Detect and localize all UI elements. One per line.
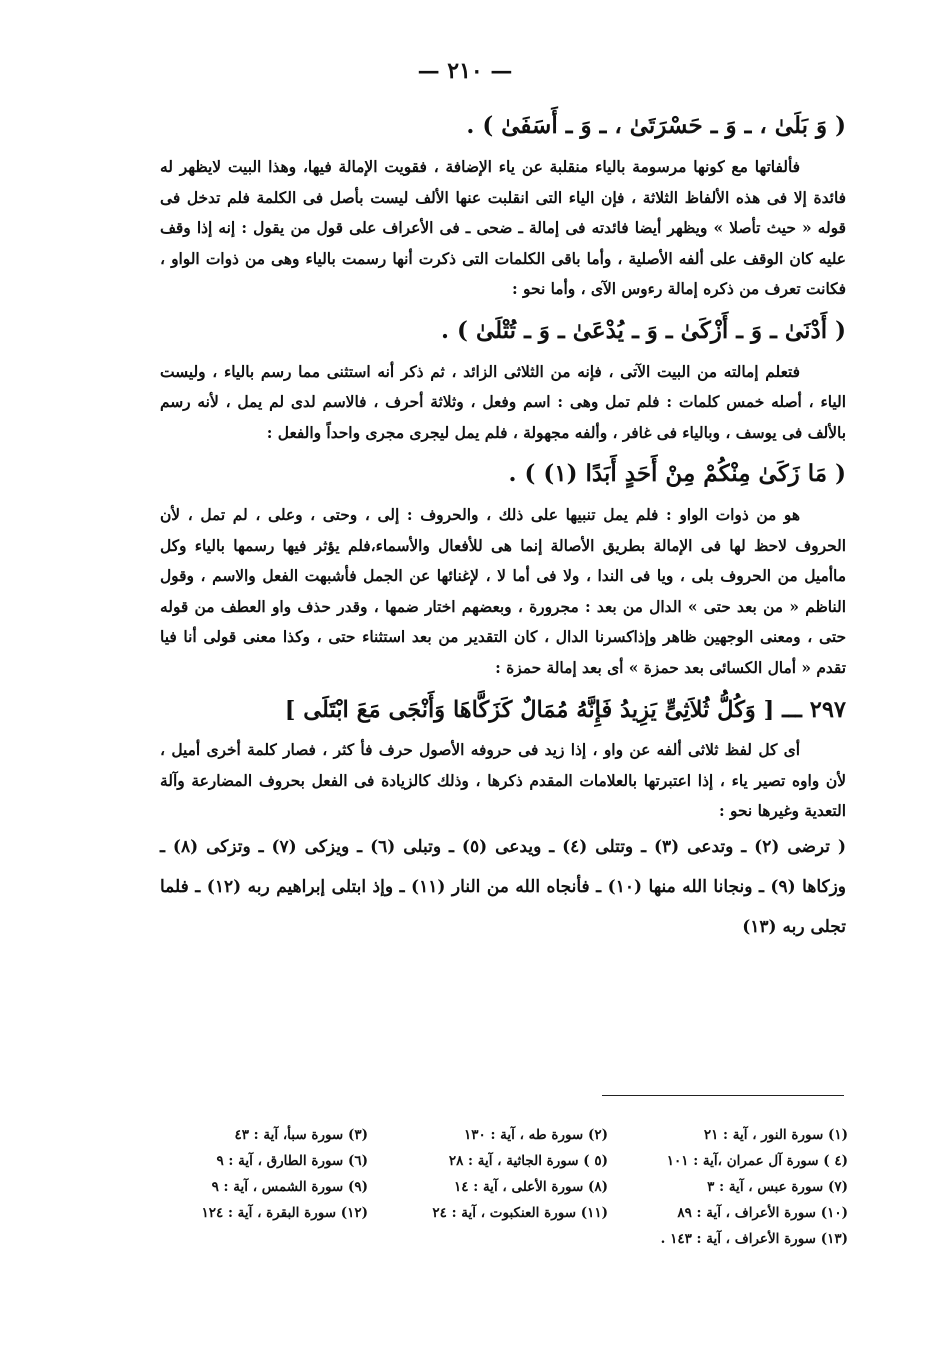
footnote: (٥ ) سورة الجاثية ، آية : ٢٨ bbox=[448, 1153, 608, 1169]
poem-number: ٢٩٧ bbox=[809, 697, 846, 723]
footnote-row bbox=[128, 1226, 848, 1252]
poem-line bbox=[160, 687, 846, 733]
footnote: (٤ ) سورة آل عمران ،آية : ١٠١ bbox=[666, 1153, 848, 1169]
footnote-row bbox=[128, 1200, 848, 1226]
footnote-row bbox=[128, 1148, 848, 1174]
footnote-row bbox=[128, 1174, 848, 1200]
footnote: (١٠) سورة الأعراف ، آية : ٨٩ bbox=[677, 1205, 848, 1221]
footnote: (٧) سورة عبس ، آية : ٣ bbox=[707, 1179, 848, 1195]
main-text bbox=[160, 100, 846, 947]
footnote: (١) سورة النور ، آية : ٢١ bbox=[703, 1127, 848, 1143]
paragraph-1: فألفاتها مع كونها مرسومة بالياء منقلبة عن ياء الإضافة ، فقويت الإمالة فيها، وهذا البيت لايظهر له فائدة إلا فى هذه الألفاظ الثلاثة ، فإن الياء التى انقلبت عنها الألف ليست بأصل فى الكلمة فلم تدخل فى قوله « حيث تأصلا » ويظهر أيضا فائدته فى إمالة ـ ضحى ـ فى الأعراف على قول من يقول : إنه إذا وقف عليه كان الوقف على ألفه الأصلية ، وأما باقى الكلمات التى ذكرت أنها رسمت بالياء وهى من ذوات الواو ، فكانت تعرف من ذكره إمالة رءوس الآى ، وأما نحو : bbox=[160, 158, 846, 298]
footnote: (١١) سورة العنكبوت ، آية : ٢٤ bbox=[432, 1205, 608, 1221]
page-number: — ٢١٠ — bbox=[417, 58, 513, 84]
footnote: (٨) سورة الأعلى ، آية : ١٤ bbox=[454, 1179, 608, 1195]
footnote: (٣) سورة سبأ، آية : ٤٣ bbox=[234, 1127, 368, 1143]
footnote-separator bbox=[602, 1095, 844, 1096]
paragraph-3: هو من ذوات الواو : فلم يمل تنبيها على ذلك ، والحروف : إلى ، وحتى ، وعلى ، لم تمل ، لأن الحروف لاحظ لها فى الإمالة بطريق الأصالة إنما هى للأفعال والأسماء،فلم يؤثر فيها رسمها بالياء وكل ماأميل من الحروف بلى ، ويا فى الندا ، ولا فى أما لا ، لإغنائها عن الجمل فأشبهت الفعل والاسم ، وقول الناظم « من بعد حتى » الدال من بعد : مجرورة ، وبعضهم اختار ضمها ، وقدر حذف واو العطف من قوله حتى ، ومعنى الوجهين ظاهر وإذاكسرنا الدال ، كان التقدير من بعد استثناء حتى ، وكذا معنى قولى أنا فيا تقدم « أمال الكسائى بعد حمزة » أى بعد إمالة حمزة : bbox=[160, 506, 846, 677]
footnote: (٩) سورة الشمس ، آية : ٩ bbox=[211, 1179, 368, 1195]
quran-word-list: ( ترضى (٢) ـ وتدعى (٣) ـ وتتلى (٤) ـ ويدعى (٥) ـ وتبلى (٦) ـ ويزكى (٧) ـ وتزكى (٨) ـ وزكاها (٩) ـ ونجانا الله منها (١٠) ـ فأنجاه الله من النار (١١) ـ وإذ ابتلى إبراهيم ربه (١٢) ـ فلما تجلى ربه (١٣) bbox=[160, 836, 847, 937]
paragraph-2: فتعلم إمالته من البيت الآتى ، فإنه من الثلاثى الزائد ، ثم ذكر أنه استثنى مما رسم بالياء ، وليست الياء ، أصله خمس كلمات : فلم تمل وهى : اسم وفعل ، وثلاثة أحرف ، فالاسم لدى لم يمل ، لأنه رسم بالألف فى يوسف ، وبالياء فى غافر ، وألفه مجهولة ، فلم يمل ليجرى مجرى واحداً والفعل : bbox=[160, 362, 846, 442]
footnote: (٢) سورة طه ، آية : ١٣٠ bbox=[464, 1127, 608, 1143]
footnote: (١٢) سورة البقرة ، آية : ١٢٤ bbox=[201, 1205, 368, 1221]
footnote: (٦) سورة الطارق ، آية : ٩ bbox=[216, 1153, 368, 1169]
paragraph-4: أى كل لفظ ثلاثى ألفه عن واو ، إذا زيد فى حروفه الأصول حرف فأ كثر ، فصار كلمة أخرى أميل ، لأن واوه تصير ياء ، إذا اعتبرتها بالعلامات المقدم ذكرها ، وذلك كالزيادة فى الفعل بحروف المضارعة وآلة التعدية وغيرها نحو : bbox=[160, 741, 846, 820]
quran-verse-2: ( أَدْنَىٰ ـ وَ ـ أَزْكَىٰ ـ وَ ـ يُدْعَىٰ ـ وَ ـ تُتْلَىٰ ) . bbox=[441, 316, 846, 344]
footnote-row bbox=[128, 1122, 848, 1148]
footnote: (١٣) سورة الأعراف ، آية : ١٤٣ . bbox=[660, 1231, 848, 1247]
footnotes bbox=[128, 1122, 848, 1252]
poem-text: ـــ [ وَكُلُّ ثُلاَثِىٍّ يَزِيدُ فَإِنَّهُ مُمَالٌ كَزَكَّاهَا وَأَنْجَى مَعَ ابْتَلَى ] bbox=[284, 697, 802, 723]
quran-verse-1: ( وَ بَلَىٰ ، ـ وَ ـ حَسْرَتَىٰ ، ـ وَ ـ أَسَفَىٰ ) . bbox=[466, 112, 846, 139]
quran-verse-3: ( مَا زَكَىٰ مِنْكُمْ مِنْ أَحَدٍ أَبَدًا (١) ) . bbox=[508, 460, 846, 487]
